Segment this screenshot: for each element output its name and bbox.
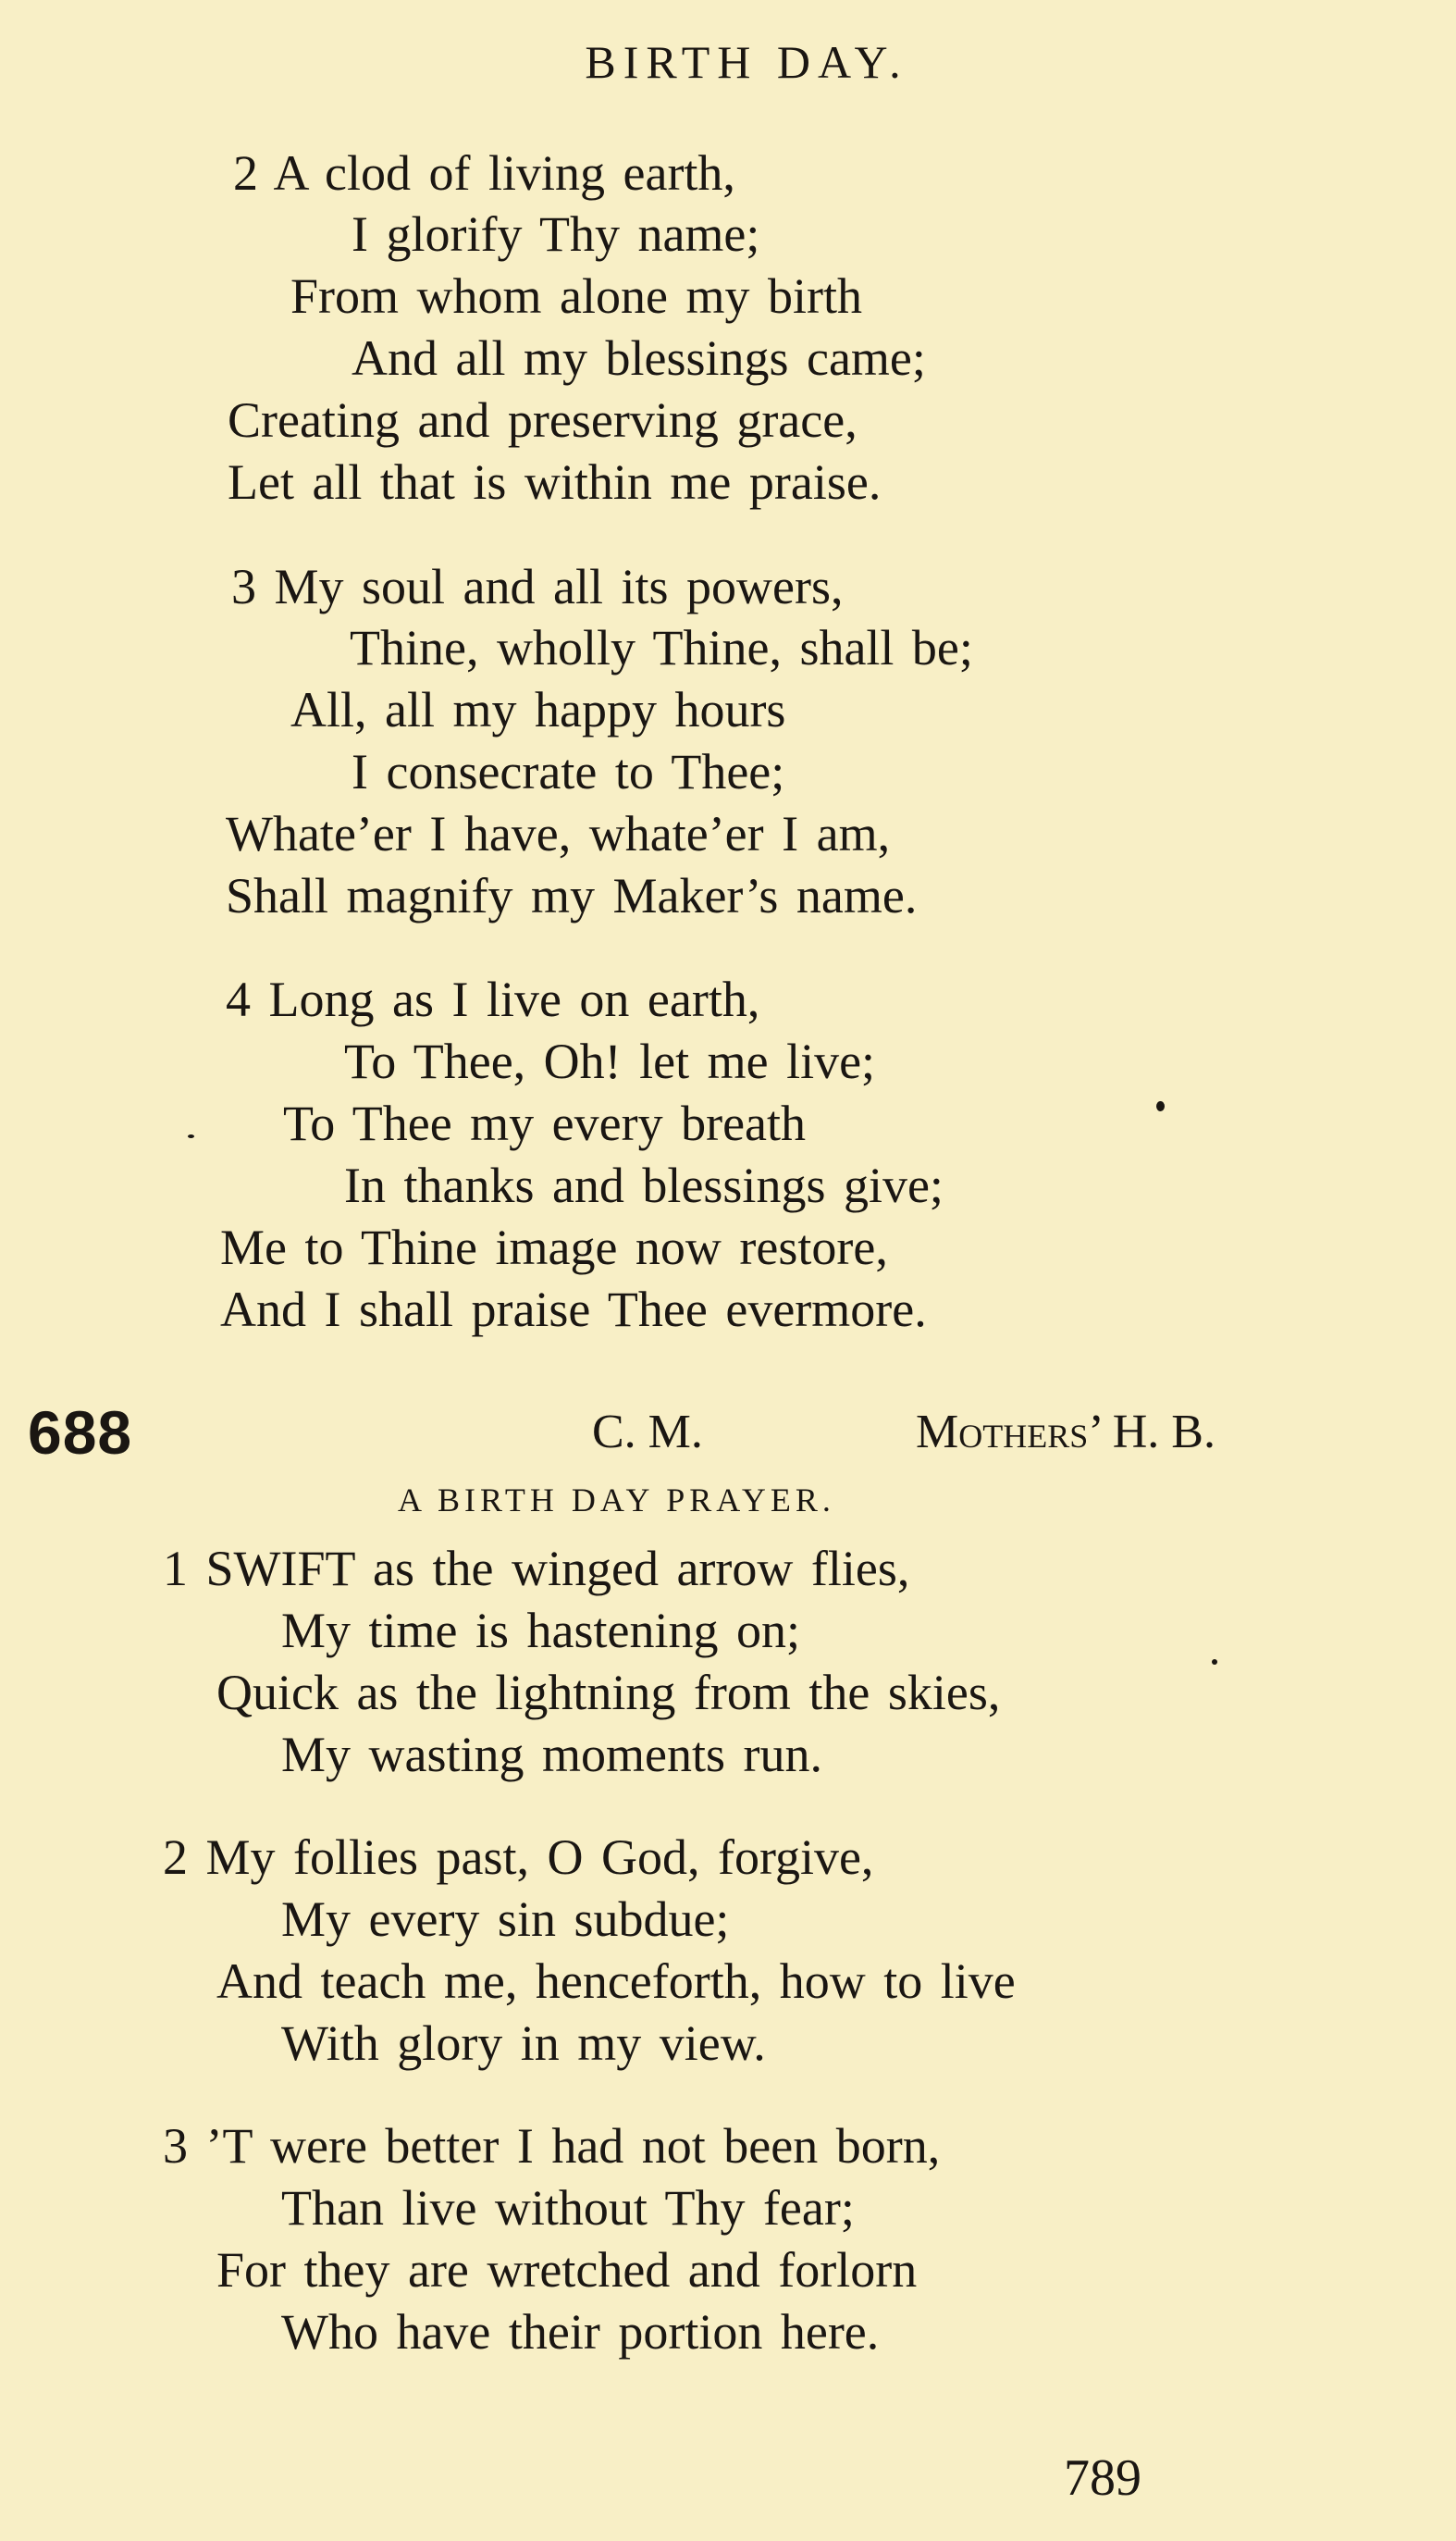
verse-number: 3 <box>231 559 256 614</box>
verse-line: My follies past, O God, forgive, <box>205 1829 874 1885</box>
verse-line: My soul and all its powers, <box>274 559 844 614</box>
print-speck <box>1156 1101 1165 1111</box>
verse-first-line <box>233 145 735 201</box>
verse-line: In thanks and blessings give; <box>344 1158 944 1213</box>
verse-line: All, all my happy hours <box>290 682 786 738</box>
page-number: 789 <box>1064 2449 1141 2507</box>
verse-line: And I shall praise Thee evermore. <box>220 1282 927 1337</box>
print-speck <box>188 1134 194 1138</box>
verse-line: From whom alone my birth <box>290 268 862 324</box>
hymn-title: A BIRTH DAY PRAYER. <box>398 1481 835 1518</box>
verse-number: 3 <box>163 2118 188 2174</box>
verse-line: I glorify Thy name; <box>352 206 760 262</box>
verse-line: Creating and preserving grace, <box>228 392 858 448</box>
verse-line: SWIFT as the winged arrow flies, <box>205 1541 910 1596</box>
verse-first-line <box>226 972 760 1027</box>
verse-first-line <box>163 2118 941 2174</box>
verse-line: Let all that is within me praise. <box>228 454 882 510</box>
verse-line: For they are wretched and forlorn <box>216 2242 918 2298</box>
verse-line: Thine, wholly Thine, shall be; <box>350 620 973 676</box>
verse-line: A clod of living earth, <box>273 145 735 201</box>
verse-line: Whate’er I have, whate’er I am, <box>226 806 891 861</box>
verse-number: 2 <box>163 1829 188 1885</box>
verse-first-line <box>163 1541 910 1596</box>
verse-line: My wasting moments run. <box>281 1727 822 1782</box>
verse-number: 1 <box>163 1541 188 1596</box>
verse-line: And all my blessings came; <box>352 330 926 386</box>
verse-line: ’T were better I had not been born, <box>205 2118 941 2174</box>
verse-line: My time is hastening on; <box>281 1603 800 1658</box>
print-speck <box>1212 1659 1217 1665</box>
verse-line: I consecrate to Thee; <box>352 744 785 799</box>
verse-line: To Thee my every breath <box>283 1096 807 1151</box>
verse-first-line <box>163 1829 874 1885</box>
verse-line: Than live without Thy fear; <box>281 2180 855 2236</box>
hymn-number: 688 <box>28 1398 133 1467</box>
verse-number: 4 <box>226 972 251 1027</box>
verse-line: To Thee, Oh! let me live; <box>344 1034 876 1089</box>
verse-line: With glory in my view. <box>281 2015 766 2071</box>
verse-line: Shall magnify my Maker’s name. <box>226 868 918 923</box>
verse-line: Quick as the lightning from the skies, <box>216 1665 1001 1720</box>
verse-line: My every sin subdue; <box>281 1891 730 1947</box>
verse-first-line <box>231 559 844 614</box>
verse-line: Long as I live on earth, <box>268 972 760 1027</box>
hymn-source: Mothers’ H. B. <box>916 1406 1215 1458</box>
verse-line: Me to Thine image now restore, <box>220 1220 888 1275</box>
hymn-meter: C. M. <box>592 1406 703 1458</box>
verse-number: 2 <box>233 145 258 201</box>
verse-line: And teach me, henceforth, how to live <box>216 1953 1016 2009</box>
running-head: BIRTH DAY. <box>585 36 908 88</box>
verse-line: Who have their portion here. <box>281 2304 880 2360</box>
